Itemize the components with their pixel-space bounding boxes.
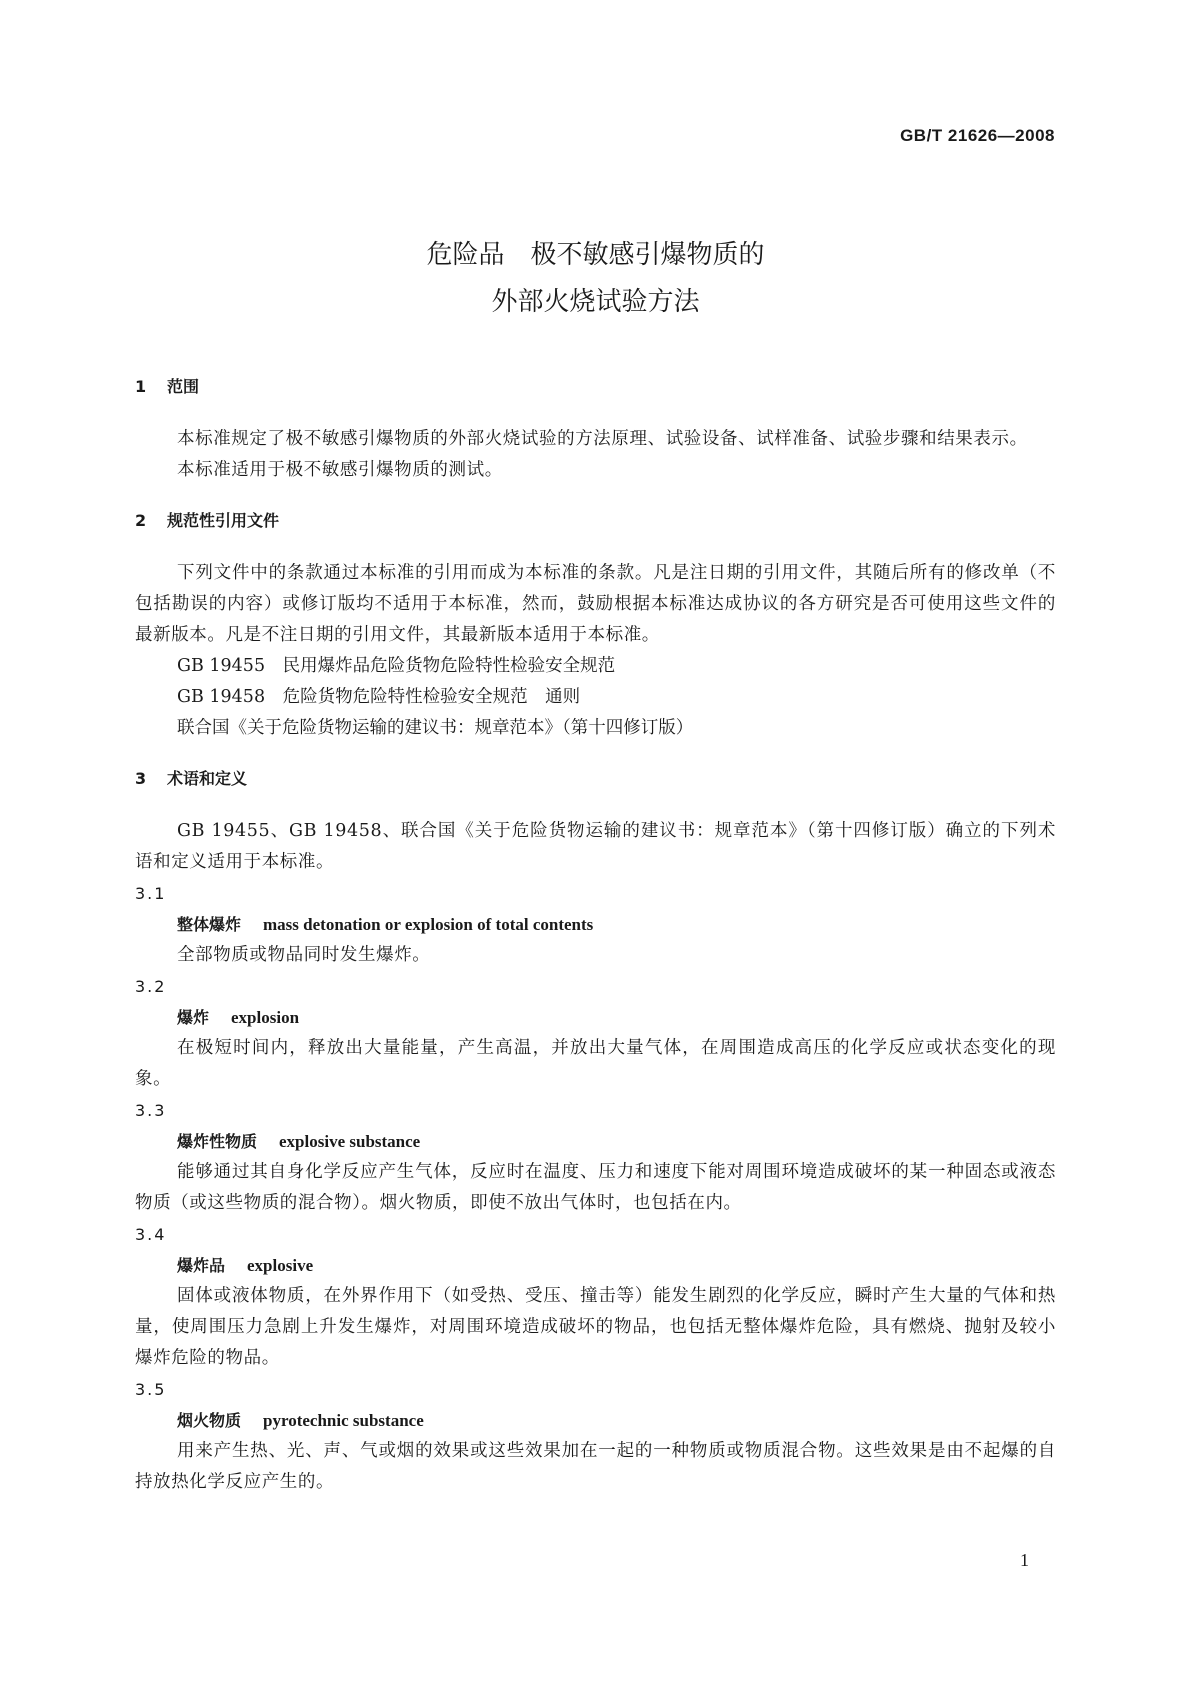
section-number: 3	[135, 769, 147, 788]
page-number: 1	[1020, 1550, 1029, 1570]
term-heading	[135, 1126, 1056, 1157]
term-heading	[135, 1405, 1056, 1436]
section-number: 1	[135, 377, 147, 396]
paragraph: 下列文件中的条款通过本标准的引用而成为本标准的条款。凡是注日期的引用文件，其随后所有的修改单（不包括勘误的内容）或修订版均不适用于本标准，然而，鼓励根据本标准达成协议的各方研究是否可使用这些文件的最新版本。凡是不注日期的引用文件，其最新版本适用于本标准。	[135, 563, 1056, 645]
term-number: 3.2	[135, 977, 167, 996]
section-title: 范围	[167, 377, 200, 396]
paragraph: 本标准规定了极不敏感引爆物质的外部火烧试验的方法原理、试验设备、试样准备、试验步骤和结果表示。	[177, 429, 1028, 449]
title-line-2: 外部火烧试验方法	[491, 287, 700, 317]
term-definition: 在极短时间内，释放出大量能量，产生高温，并放出大量气体，在周围造成高压的化学反应或状态变化的现象。	[135, 1038, 1056, 1089]
term-definition: 用来产生热、光、声、气或烟的效果或这些效果加在一起的一种物质或物质混合物。这些效果是由不起爆的自持放热化学反应产生的。	[135, 1441, 1056, 1492]
term-english: pyrotechnic substance	[263, 1411, 424, 1430]
term-number: 3.4	[135, 1225, 167, 1244]
term-definition: 能够通过其自身化学反应产生气体，反应时在温度、压力和速度下能对周围环境造成破坏的某一种固态或液态物质（或这些物质的混合物）。烟火物质，即使不放出气体时，也包括在内。	[135, 1162, 1056, 1213]
section-heading-terms-definitions	[135, 764, 1056, 794]
term-chinese: 爆炸品	[177, 1256, 226, 1275]
reference-item: GB 19458 危险货物危险特性检验安全规范 通则	[177, 687, 581, 707]
term-english: explosive substance	[279, 1132, 421, 1151]
term-number: 3.5	[135, 1380, 167, 1399]
term-number: 3.1	[135, 884, 167, 903]
term-definition: 固体或液体物质，在外界作用下（如受热、受压、撞击等）能发生剧烈的化学反应，瞬时产生大量的气体和热量，使周围压力急剧上升发生爆炸，对周围环境造成破坏的物品，也包括无整体爆炸危险，具有燃烧、抛射及较小爆炸危险的物品。	[135, 1286, 1056, 1368]
term-english: mass detonation or explosion of total contents	[263, 915, 594, 934]
section-title: 术语和定义	[167, 769, 248, 788]
section-number: 2	[135, 511, 147, 530]
term-english: explosive	[247, 1256, 314, 1275]
section-heading-normative-references	[135, 506, 1056, 536]
term-number: 3.3	[135, 1101, 167, 1120]
term-chinese: 爆炸性物质	[177, 1132, 258, 1151]
reference-item: GB 19455 民用爆炸品危险货物危险特性检验安全规范	[177, 656, 616, 676]
term-chinese: 整体爆炸	[177, 915, 242, 934]
section-title: 规范性引用文件	[167, 511, 280, 530]
term-chinese: 爆炸	[177, 1008, 210, 1027]
document-title	[0, 232, 1191, 326]
title-line-1: 危险品 极不敏感引爆物质的	[426, 240, 765, 270]
reference-item: 联合国《关于危险货物运输的建议书：规章范本》（第十四修订版）	[177, 718, 694, 738]
term-heading	[135, 1002, 1056, 1033]
paragraph: 本标准适用于极不敏感引爆物质的测试。	[177, 460, 503, 480]
term-heading	[135, 1250, 1056, 1281]
document-body	[135, 372, 1056, 1498]
standard-code: GB/T 21626—2008	[900, 126, 1055, 145]
term-definition: 全部物质或物品同时发生爆炸。	[177, 945, 431, 965]
section-heading-scope	[135, 372, 1056, 402]
term-heading	[135, 909, 1056, 940]
term-chinese: 烟火物质	[177, 1411, 242, 1430]
paragraph: GB 19455、GB 19458、联合国《关于危险货物运输的建议书：规章范本》（第十四修订版）确立的下列术语和定义适用于本标准。	[135, 821, 1056, 872]
term-english: explosion	[231, 1008, 300, 1027]
